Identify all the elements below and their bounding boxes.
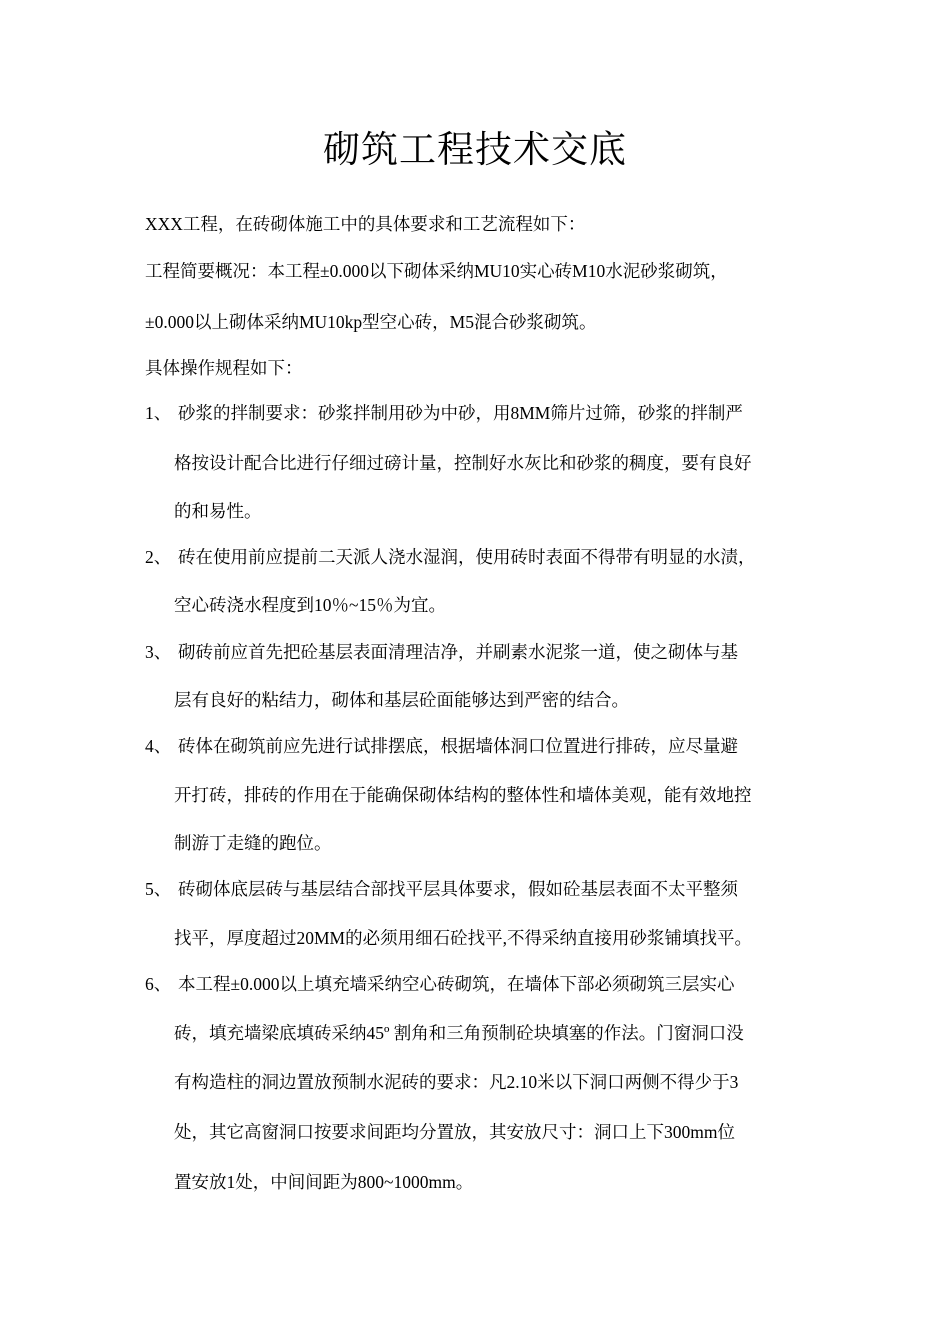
list-item-number: 3、 (145, 642, 172, 662)
list-item-line: 的和易性。 (174, 501, 262, 521)
list-item-line: 处，其它高窗洞口按要求间距均分置放，其安放尺寸：洞口上下300mm位 (174, 1122, 735, 1142)
list-item-line: 砖，填充墙梁底填砖采纳45º 割角和三角预制砼块填塞的作法。门窗洞口没 (174, 1023, 744, 1043)
list-item-line: 砖体在砌筑前应先进行试排摆底，根据墙体洞口位置进行排砖，应尽量避 (178, 736, 738, 756)
list-item-line: 找平，厚度超过20MM的必须用细石砼找平,不得采纳直接用砂浆铺填找平。 (174, 928, 752, 948)
list-item-number: 4、 (145, 736, 172, 756)
list-item-line: 置安放1处，中间间距为800~1000mm。 (174, 1172, 474, 1192)
list-item-line: 砌砖前应首先把砼基层表面清理洁净，并刷素水泥浆一道，使之砌体与基 (178, 642, 738, 662)
list-item-line: 砖在使用前应提前二天派人浇水湿润，使用砖时表面不得带有明显的水渍， (178, 547, 756, 567)
list-item-line: 空心砖浇水程度到10％~15％为宜。 (174, 595, 446, 615)
list-item-line: 有构造柱的洞边置放预制水泥砖的要求：凡2.10米以下洞口两侧不得少于3 (174, 1072, 739, 1092)
list-item-number: 1、 (145, 403, 172, 423)
document-title: 砌筑工程技术交底 (323, 128, 627, 171)
list-item-line: 开打砖，排砖的作用在于能确保砌体结构的整体性和墙体美观，能有效地控 (174, 785, 752, 805)
list-item-line: 制游丁走缝的跑位。 (174, 833, 332, 853)
intro-paragraph: XXX工程，在砖砌体施工中的具体要求和工艺流程如下： (145, 214, 586, 234)
list-item-line: 本工程±0.000以上填充墙采纳空心砖砌筑，在墙体下部必须砌筑三层实心 (178, 974, 735, 994)
list-item-line: 砖砌体底层砖与基层结合部找平层具体要求，假如砼基层表面不太平整须 (178, 879, 738, 899)
overview-line: ±0.000以上砌体采纳MU10kp型空心砖，M5混合砂浆砌筑。 (145, 312, 597, 332)
procedure-heading: 具体操作规程如下： (145, 358, 303, 378)
list-item-line: 层有良好的粘结力，砌体和基层砼面能够达到严密的结合。 (174, 690, 629, 710)
list-item-line: 砂浆的拌制要求：砂浆拌制用砂为中砂，用8MM筛片过筛，砂浆的拌制严 (178, 403, 743, 423)
list-item-number: 6、 (145, 974, 172, 994)
list-item-number: 2、 (145, 547, 172, 567)
overview-line: 工程简要概况：本工程±0.000以下砌体采纳MU10实心砖M10水泥砂浆砌筑， (145, 261, 728, 281)
list-item-line: 格按设计配合比进行仔细过磅计量，控制好水灰比和砂浆的稠度，要有良好 (174, 453, 752, 473)
list-item-number: 5、 (145, 879, 172, 899)
